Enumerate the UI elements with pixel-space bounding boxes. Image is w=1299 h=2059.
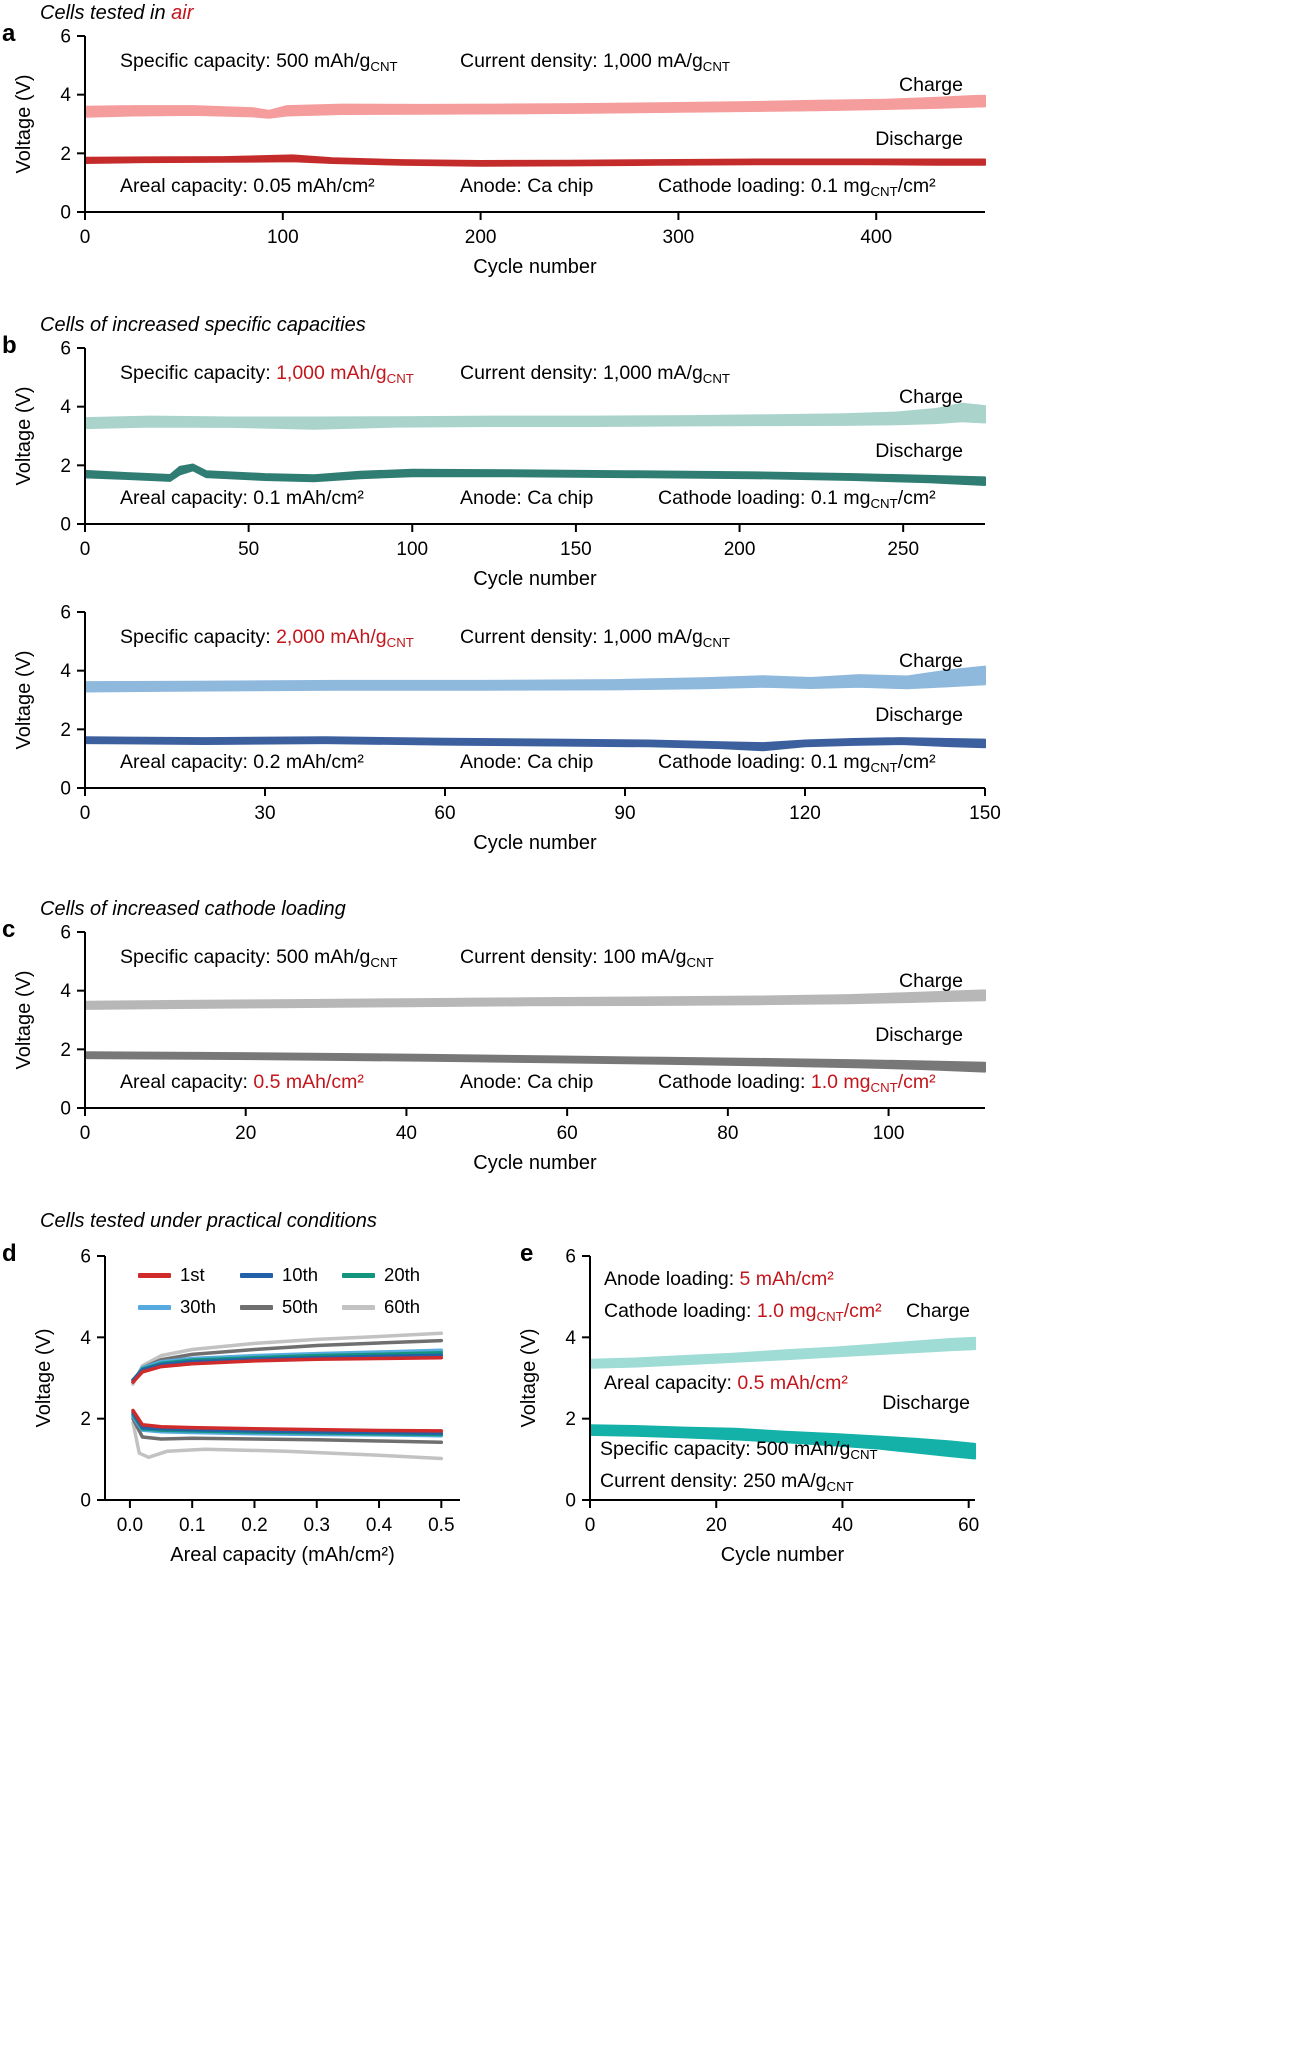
panel-b2-areal-capacity [120, 751, 364, 773]
panel-c-cathode-loading [658, 1071, 936, 1099]
panel-b1-current-density [460, 362, 730, 390]
text-segment: CNT [370, 58, 398, 74]
legend-item [240, 1264, 318, 1286]
panel-b2-charge-label: Charge [899, 650, 963, 672]
text-segment: Cathode loading: [604, 1300, 757, 1322]
text-segment: Specific capacity: 500 mAh/g [120, 946, 371, 968]
x-tick-label: 20 [235, 1123, 257, 1144]
panel-c-charge-label: Charge [899, 970, 963, 992]
panel-b-label: b [2, 332, 17, 359]
text-segment: Cathode loading: [658, 1071, 811, 1093]
text-segment: Cells tested in [40, 2, 172, 24]
y-axis-title: Voltage (V) [33, 1328, 55, 1428]
text-segment: CNT [870, 495, 898, 511]
x-tick-label: 0 [79, 1123, 91, 1144]
panel-b1-areal-capacity [120, 487, 364, 509]
y-tick-label: 6 [60, 602, 71, 624]
text-segment: Cathode loading: 0.1 mg [658, 751, 871, 773]
text-segment: 1,000 mAh/g [276, 362, 387, 384]
text-segment: 1.0 mg [756, 1300, 817, 1322]
text-segment: Current density: 1,000 mA/g [460, 50, 703, 72]
x-tick-label: 30 [254, 803, 276, 824]
text-segment: CNT [370, 954, 398, 970]
y-tick-label: 2 [60, 1039, 71, 1061]
text-segment: Current density: 1,000 mA/g [460, 626, 703, 648]
x-tick-label: 0.1 [178, 1515, 206, 1536]
panel-e-label: e [520, 1240, 534, 1267]
panel-d-label: d [2, 1240, 17, 1267]
band-charge [85, 990, 985, 1009]
text-segment: CNT [702, 634, 731, 650]
text-segment: Specific capacity: 500 mAh/g [120, 50, 371, 72]
y-tick-label: 2 [565, 1409, 576, 1431]
text-segment: Specific capacity: [120, 626, 277, 648]
x-tick-label: 150 [969, 803, 1001, 824]
text-segment: 5 mAh/cm² [739, 1268, 834, 1290]
x-axis-title: Areal capacity (mAh/cm²) [170, 1544, 395, 1566]
text-segment: CNT [686, 954, 714, 970]
panel-c-label: c [2, 916, 16, 943]
legend-d [138, 1264, 420, 1318]
legend-label: 50th [282, 1296, 319, 1317]
panel-a-specific-capacity [120, 50, 398, 78]
x-tick-label: 400 [860, 227, 893, 248]
panel-c-title [40, 898, 346, 921]
y-tick-label: 2 [60, 143, 71, 165]
legend-item [138, 1296, 216, 1318]
y-tick-label: 2 [60, 455, 71, 477]
panel-a-label: a [2, 20, 16, 47]
text-segment: Anode loading: [604, 1268, 740, 1290]
legend-item [138, 1264, 216, 1286]
band-charge [590, 1338, 975, 1368]
text-segment: Current density: 1,000 mA/g [460, 362, 703, 384]
text-segment: CNT [702, 370, 731, 386]
y-tick-label: 0 [60, 778, 71, 800]
x-tick-label: 0.2 [241, 1515, 268, 1536]
x-tick-label: 40 [395, 1123, 417, 1144]
legend-label: 1st [180, 1264, 205, 1285]
text-segment: Anode: Ca chip [460, 1071, 594, 1093]
text-segment: /cm² [843, 1300, 882, 1322]
x-tick-label: 0 [79, 227, 91, 248]
band-discharge [85, 155, 985, 165]
x-tick-label: 200 [723, 539, 756, 560]
x-tick-label: 60 [958, 1515, 980, 1536]
text-segment: Cells of increased specific capacities [40, 314, 366, 336]
panel-b1-charge-label: Charge [899, 386, 963, 408]
x-axis-title: Cycle number [473, 1152, 597, 1174]
panel-b2-anode [460, 751, 593, 773]
text-segment: Cells tested under practical conditions [40, 1210, 377, 1232]
text-segment: Areal capacity: 0.1 mAh/cm² [120, 487, 364, 509]
panel-a-areal-capacity [120, 175, 375, 197]
panel-b1-discharge-label: Discharge [875, 440, 963, 462]
x-tick-label: 120 [789, 803, 821, 824]
band-discharge [85, 465, 985, 486]
x-tick-label: 0 [584, 1515, 596, 1536]
text-segment: /cm² [897, 751, 936, 773]
y-axis-title: Voltage (V) [13, 74, 35, 174]
x-tick-label: 0.5 [428, 1515, 455, 1536]
legend-item [342, 1264, 420, 1286]
panel-a-current-density [460, 50, 730, 78]
y-tick-label: 2 [60, 719, 71, 741]
x-tick-label: 20 [705, 1515, 727, 1536]
text-segment: 2,000 mAh/g [276, 626, 387, 648]
y-tick-label: 4 [60, 85, 71, 107]
band-discharge [85, 1052, 985, 1071]
y-tick-label: 0 [60, 514, 71, 536]
panel-e-areal-capacity [604, 1372, 848, 1394]
panel-a-charge-label: Charge [899, 74, 963, 96]
y-axis-title: Voltage (V) [13, 650, 35, 750]
text-segment: /cm² [897, 175, 936, 197]
y-tick-label: 4 [80, 1327, 91, 1349]
y-tick-label: 6 [60, 26, 71, 48]
panel-d-title [40, 1210, 377, 1233]
x-tick-label: 60 [556, 1123, 578, 1144]
text-segment: /cm² [897, 487, 936, 509]
y-tick-label: 6 [565, 1246, 576, 1268]
y-tick-label: 0 [60, 202, 71, 224]
panel-c-discharge-label: Discharge [875, 1024, 963, 1046]
text-segment: CNT [702, 58, 731, 74]
panel-e-charge-label: Charge [906, 1300, 970, 1322]
panel-e-current-density [600, 1470, 854, 1498]
legend-swatch [240, 1273, 273, 1278]
text-segment: CNT [386, 634, 414, 650]
y-tick-label: 4 [60, 981, 71, 1003]
legend-label: 10th [282, 1264, 319, 1285]
x-tick-label: 0 [79, 803, 91, 824]
x-tick-label: 150 [560, 539, 592, 560]
x-tick-label: 200 [464, 227, 497, 248]
y-tick-label: 0 [60, 1098, 71, 1120]
x-tick-label: 0.3 [303, 1515, 330, 1536]
panel-b-title [40, 314, 366, 337]
text-segment: Areal capacity: [604, 1372, 738, 1394]
text-segment: CNT [826, 1478, 854, 1494]
text-segment: CNT [870, 759, 898, 775]
text-segment: Areal capacity: 0.05 mAh/cm² [120, 175, 375, 197]
y-tick-label: 4 [60, 661, 71, 683]
panel-c-anode [460, 1071, 593, 1093]
panel-e-anode-loading [604, 1268, 834, 1290]
legend-label: 20th [384, 1264, 421, 1285]
x-tick-label: 90 [614, 803, 636, 824]
y-tick-label: 6 [60, 338, 71, 360]
x-tick-label: 0 [79, 539, 91, 560]
panel-b1-anode [460, 487, 593, 509]
text-segment: 0.5 mAh/cm² [737, 1372, 848, 1394]
x-tick-label: 300 [662, 227, 695, 248]
panel-a-anode [460, 175, 593, 197]
panel-b2-current-density [460, 626, 730, 654]
panel-e-discharge-label: Discharge [882, 1392, 970, 1414]
x-tick-label: 50 [238, 539, 260, 560]
legend-item [240, 1296, 318, 1318]
legend-label: 30th [180, 1296, 217, 1317]
text-segment: Cathode loading: 0.1 mg [658, 175, 871, 197]
legend-swatch [240, 1305, 273, 1310]
text-segment: Anode: Ca chip [460, 175, 594, 197]
band-charge [85, 96, 985, 118]
panel-b2-discharge-label: Discharge [875, 704, 963, 726]
panel-b2-cathode-loading [658, 751, 936, 779]
y-tick-label: 6 [60, 922, 71, 944]
curve-1st-discharge [133, 1411, 441, 1431]
panel-b1-cathode-loading [658, 487, 936, 515]
text-segment: CNT [850, 1446, 878, 1462]
text-segment: Current density: 100 mA/g [460, 946, 687, 968]
text-segment: Specific capacity: [120, 362, 277, 384]
panel-a-title [40, 2, 193, 25]
panel-b2-specific-capacity [120, 626, 414, 654]
text-segment: CNT [816, 1308, 844, 1324]
y-tick-label: 2 [80, 1409, 91, 1431]
y-tick-label: 4 [60, 397, 71, 419]
text-segment: CNT [870, 1079, 898, 1095]
x-tick-label: 100 [396, 539, 429, 560]
x-tick-label: 40 [831, 1515, 854, 1536]
x-axis-title: Cycle number [720, 1544, 845, 1566]
panel-c-specific-capacity [120, 946, 398, 974]
text-segment: Areal capacity: [120, 1071, 254, 1093]
legend-label: 60th [384, 1296, 421, 1317]
panel-a-discharge-label: Discharge [875, 128, 963, 150]
y-tick-label: 4 [565, 1327, 576, 1349]
panel-b1-specific-capacity [120, 362, 414, 390]
band-discharge [85, 737, 985, 750]
text-segment: CNT [386, 370, 414, 386]
text-segment: Anode: Ca chip [460, 751, 594, 773]
legend-swatch [138, 1273, 171, 1278]
panel-c-areal-capacity [120, 1071, 364, 1093]
x-tick-label: 80 [717, 1123, 739, 1144]
x-tick-label: 0.4 [365, 1515, 393, 1536]
x-tick-label: 250 [887, 539, 920, 560]
y-tick-label: 0 [565, 1490, 576, 1512]
text-segment: CNT [870, 183, 898, 199]
x-tick-label: 60 [434, 803, 456, 824]
x-tick-label: 100 [266, 227, 299, 248]
panel-c-current-density [460, 946, 714, 974]
panel-a-cathode-loading [658, 175, 936, 203]
text-segment: Cathode loading: 0.1 mg [658, 487, 871, 509]
legend-swatch [138, 1305, 171, 1310]
text-segment: Current density: 250 mA/g [600, 1470, 827, 1492]
y-axis-title: Voltage (V) [13, 386, 35, 486]
y-tick-label: 0 [80, 1490, 91, 1512]
legend-swatch [342, 1305, 375, 1310]
legend-item [342, 1296, 420, 1318]
panel-e-specific-capacity [600, 1438, 878, 1466]
x-axis-title: Cycle number [473, 832, 597, 854]
text-segment: Areal capacity: 0.2 mAh/cm² [120, 751, 364, 773]
y-axis-title: Voltage (V) [518, 1328, 540, 1428]
text-segment: Anode: Ca chip [460, 487, 594, 509]
x-axis-title: Cycle number [473, 256, 597, 278]
panel-e-cathode-loading [604, 1300, 882, 1328]
y-tick-label: 6 [80, 1246, 91, 1268]
y-axis-title: Voltage (V) [13, 970, 35, 1070]
x-tick-label: 100 [872, 1123, 905, 1144]
text-segment: 0.5 mAh/cm² [253, 1071, 364, 1093]
legend-swatch [342, 1273, 375, 1278]
text-segment: 1.0 mg [810, 1071, 871, 1093]
text-segment: Cells of increased cathode loading [40, 898, 346, 920]
text-segment: air [171, 2, 194, 24]
x-axis-title: Cycle number [473, 568, 597, 590]
x-tick-label: 0.0 [116, 1515, 144, 1536]
text-segment: /cm² [897, 1071, 936, 1093]
text-segment: Specific capacity: 500 mAh/g [600, 1438, 851, 1460]
